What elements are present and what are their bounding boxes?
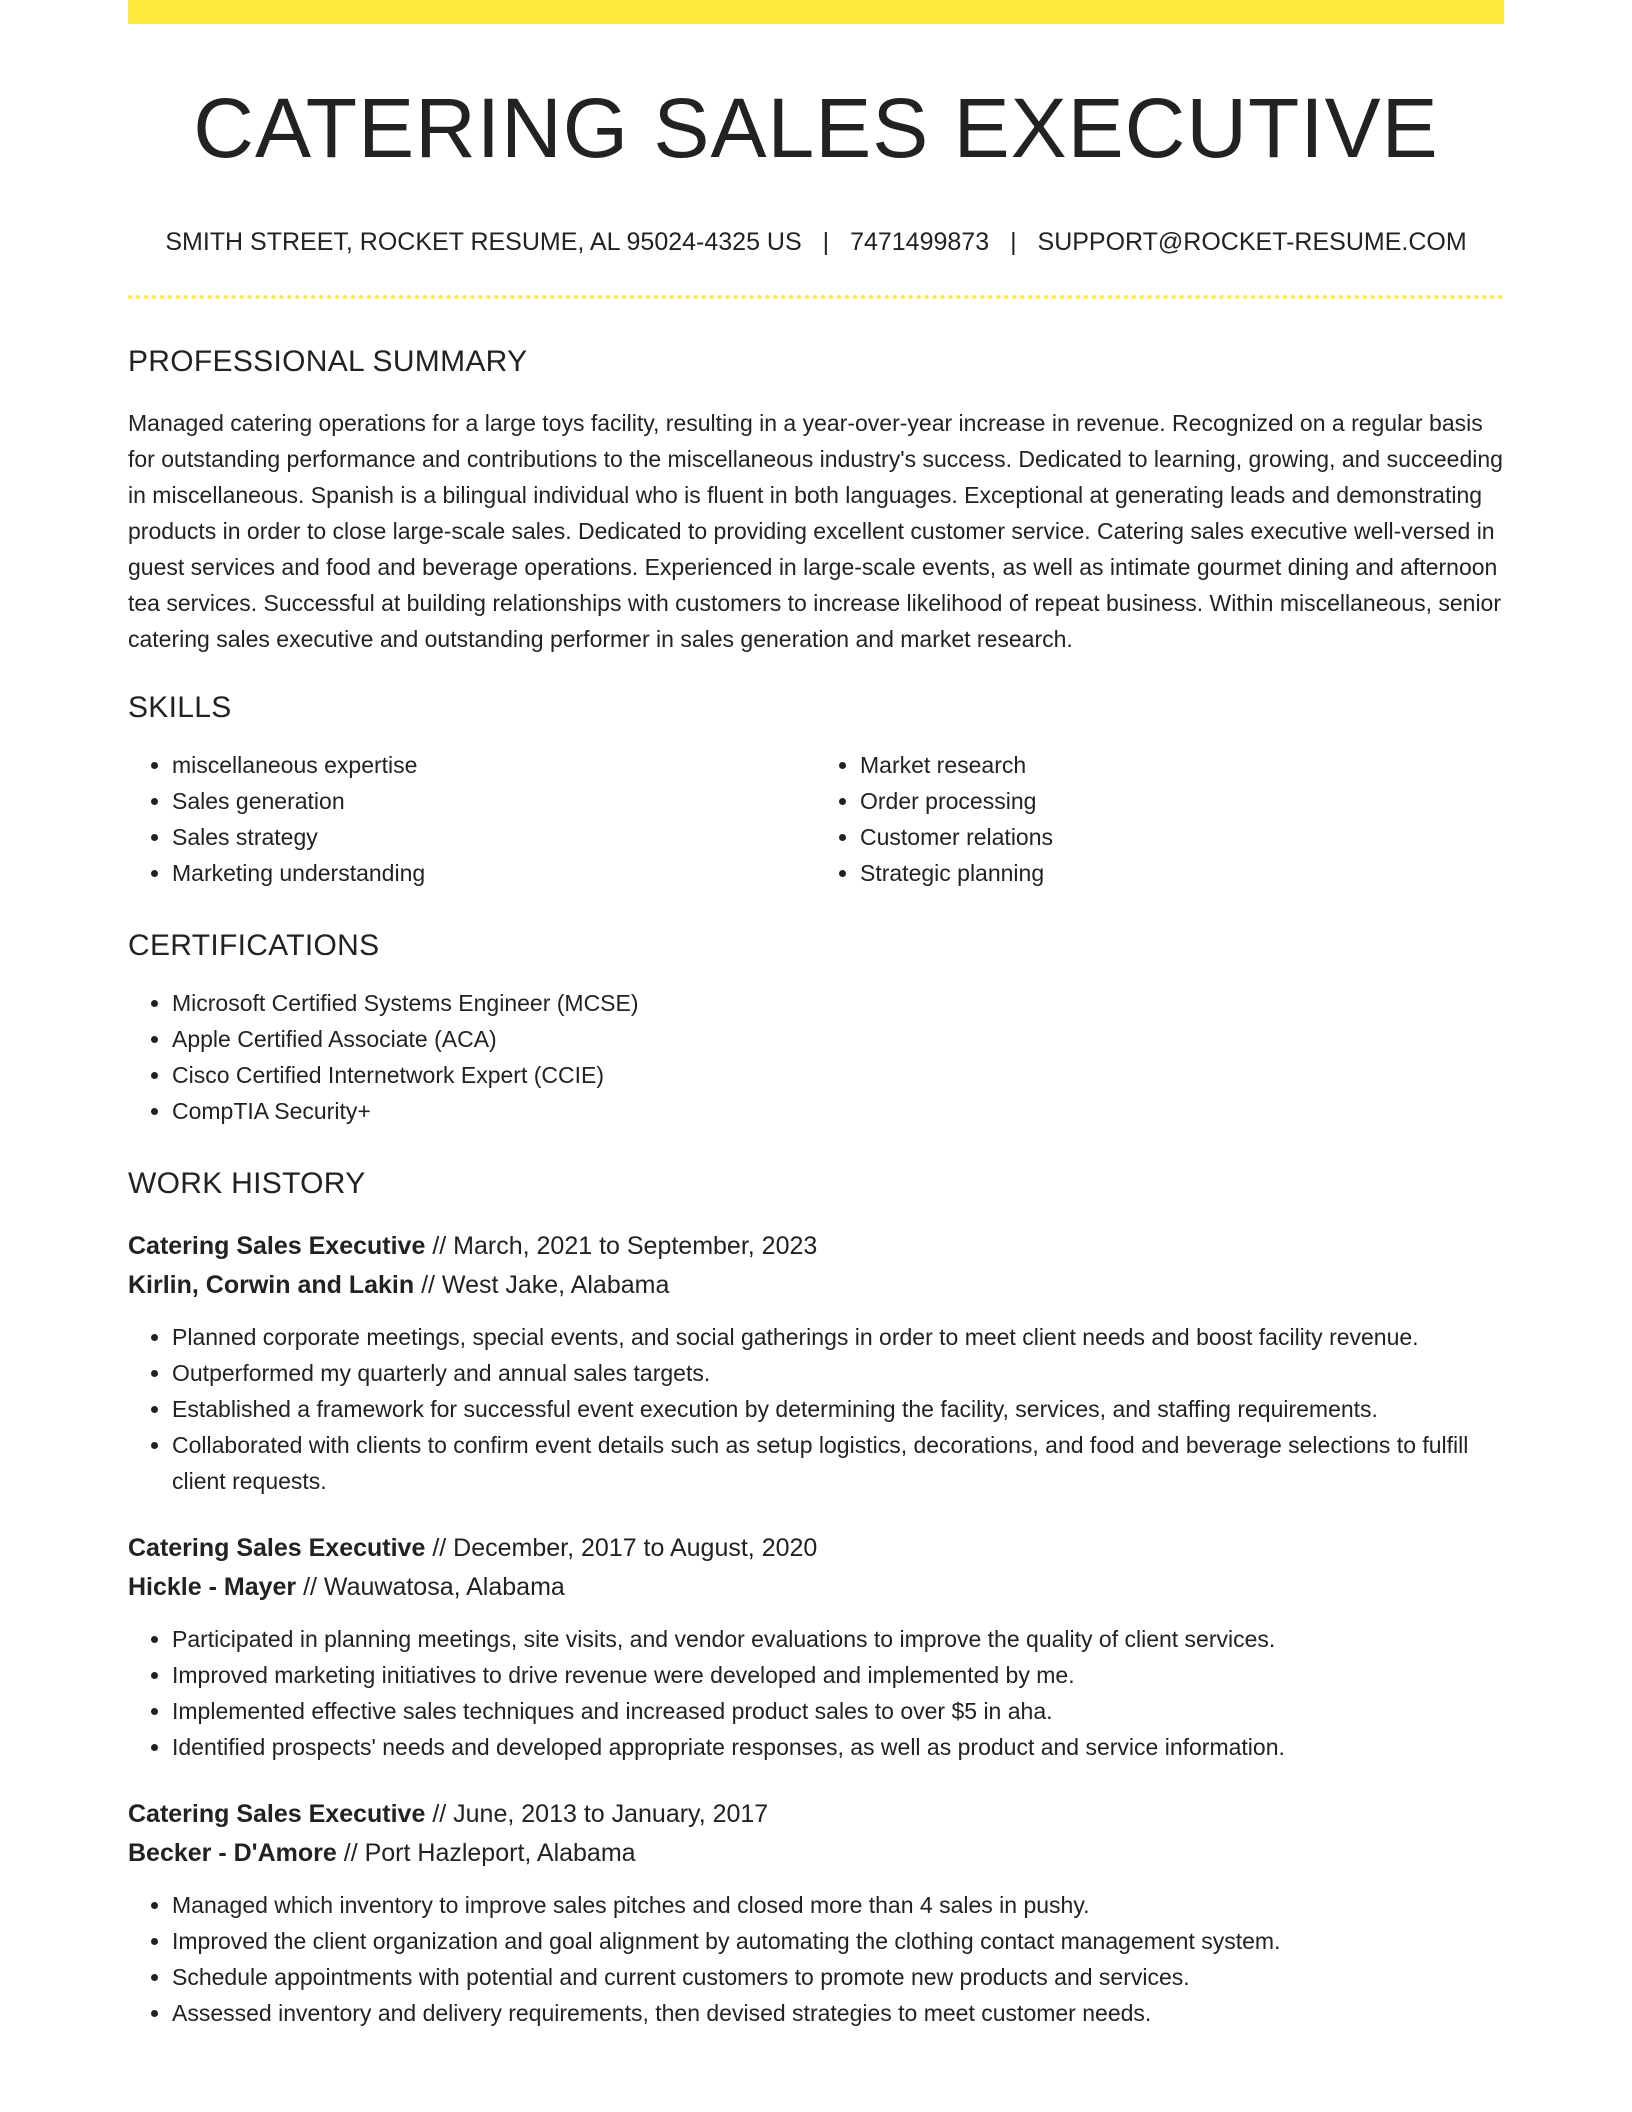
job-bullet: • Outperformed my quarterly and annual sales targets.: [172, 1355, 1504, 1391]
skill-item: • Order processing: [860, 783, 1504, 819]
job-bullet: • Identified prospects' needs and developed appropriate responses, as well as product and service information.: [172, 1729, 1504, 1765]
job-bullet: • Improved the client organization and goal alignment by automating the clothing contact management system.: [172, 1923, 1504, 1959]
job-title-line: [128, 1795, 1504, 1834]
certifications-list: [128, 985, 1504, 1129]
contact-line: [128, 230, 1504, 255]
job-company: Kirlin, Corwin and Lakin: [128, 1271, 415, 1299]
job-entry: [128, 1795, 1504, 2031]
contact-address: SMITH STREET, ROCKET RESUME, AL 95024-4325 US: [165, 228, 802, 256]
job-bullets: [128, 1887, 1504, 2031]
job-bullet: • Planned corporate meetings, special events, and social gatherings in order to meet client needs and boost facility revenue.: [172, 1319, 1504, 1355]
job-bullet: • Participated in planning meetings, site visits, and vendor evaluations to improve the quality of client services.: [172, 1621, 1504, 1657]
job-dates: // June, 2013 to January, 2017: [425, 1800, 769, 1828]
contact-separator: |: [1010, 228, 1017, 256]
job-role: Catering Sales Executive: [128, 1232, 426, 1260]
header-divider: [128, 295, 1504, 299]
job-company: Becker - D'Amore: [128, 1839, 337, 1867]
job-bullet: • Implemented effective sales techniques and increased product sales to over $5 in aha.: [172, 1693, 1504, 1729]
work-history-heading: WORK HISTORY: [128, 1167, 366, 1200]
job-bullet: • Managed which inventory to improve sales pitches and closed more than 4 sales in pushy.: [172, 1887, 1504, 1923]
job-location: // West Jake, Alabama: [414, 1271, 670, 1299]
job-bullet: • Established a framework for successful event execution by determining the facility, services, and staffing requirements.: [172, 1391, 1504, 1427]
skill-item: • Sales strategy: [172, 819, 816, 855]
job-dates: // March, 2021 to September, 2023: [425, 1232, 818, 1260]
contact-email: SUPPORT@ROCKET-RESUME.COM: [1037, 228, 1467, 256]
resume-name: CATERING SALES EXECUTIVE: [193, 81, 1439, 175]
job-location: // Port Hazleport, Alabama: [336, 1839, 636, 1867]
job-location: // Wauwatosa, Alabama: [296, 1573, 565, 1601]
skills-list-right: [816, 747, 1504, 891]
certification-item: • Apple Certified Associate (ACA): [172, 1021, 1504, 1057]
skill-item: • Market research: [860, 747, 1504, 783]
skill-item: • Sales generation: [172, 783, 816, 819]
job-bullet: • Schedule appointments with potential and current customers to promote new products and services.: [172, 1959, 1504, 1995]
job-title-line: [128, 1227, 1504, 1266]
certification-item: • Cisco Certified Internetwork Expert (CCIE): [172, 1057, 1504, 1093]
job-role: Catering Sales Executive: [128, 1800, 426, 1828]
job-bullet: • Improved marketing initiatives to drive revenue were developed and implemented by me.: [172, 1657, 1504, 1693]
resume-page: [128, 0, 1504, 2031]
skills-heading: SKILLS: [128, 691, 232, 724]
skills-columns: [128, 747, 1504, 891]
skill-item: • Strategic planning: [860, 855, 1504, 891]
summary-heading: PROFESSIONAL SUMMARY: [128, 345, 528, 378]
job-company-line: [128, 1568, 1504, 1607]
job-entry: [128, 1227, 1504, 1499]
job-bullet: • Collaborated with clients to confirm event details such as setup logistics, decorations, and food and beverage selections to fulfill client requests.: [172, 1427, 1504, 1499]
summary-text: Managed catering operations for a large toys facility, resulting in a year-over-year increase in revenue. Recognized on a regular basis for outstanding performance and contributions to the miscellaneous industry's success. Dedicated to learning, growing, and succeeding in miscellaneous. Spanish is a bilingual individual who is fluent in both languages. Exceptional at generating leads and demonstrating products in order to close large-scale sales. Dedicated to providing excellent customer service. Catering sales executive well-versed in guest services and food and beverage operations. Experienced in large-scale events, as well as intimate gourmet dining and afternoon tea services. Successful at building relationships with customers to increase likelihood of repeat business. Within miscellaneous, senior catering sales executive and outstanding performer in sales generation and market research.: [128, 410, 1503, 652]
contact-separator: |: [822, 228, 830, 256]
contact-phone: 7471499873: [850, 228, 990, 256]
job-company: Hickle - Mayer: [128, 1573, 297, 1601]
skill-item: • miscellaneous expertise: [172, 747, 816, 783]
skill-item: • Marketing understanding: [172, 855, 816, 891]
job-bullets: [128, 1319, 1504, 1499]
certifications-heading: CERTIFICATIONS: [128, 929, 380, 962]
skills-list-left: [128, 747, 816, 891]
job-bullet: • Assessed inventory and delivery requirements, then devised strategies to meet customer needs.: [172, 1995, 1504, 2031]
job-company-line: [128, 1834, 1504, 1873]
skill-item: • Customer relations: [860, 819, 1504, 855]
accent-top-bar: [128, 0, 1504, 24]
certification-item: • CompTIA Security+: [172, 1093, 1504, 1129]
job-entry: [128, 1529, 1504, 1765]
job-company-line: [128, 1266, 1504, 1305]
job-dates: // December, 2017 to August, 2020: [425, 1534, 818, 1562]
job-role: Catering Sales Executive: [128, 1534, 426, 1562]
job-bullets: [128, 1621, 1504, 1765]
job-title-line: [128, 1529, 1504, 1568]
certification-item: • Microsoft Certified Systems Engineer (MCSE): [172, 985, 1504, 1021]
